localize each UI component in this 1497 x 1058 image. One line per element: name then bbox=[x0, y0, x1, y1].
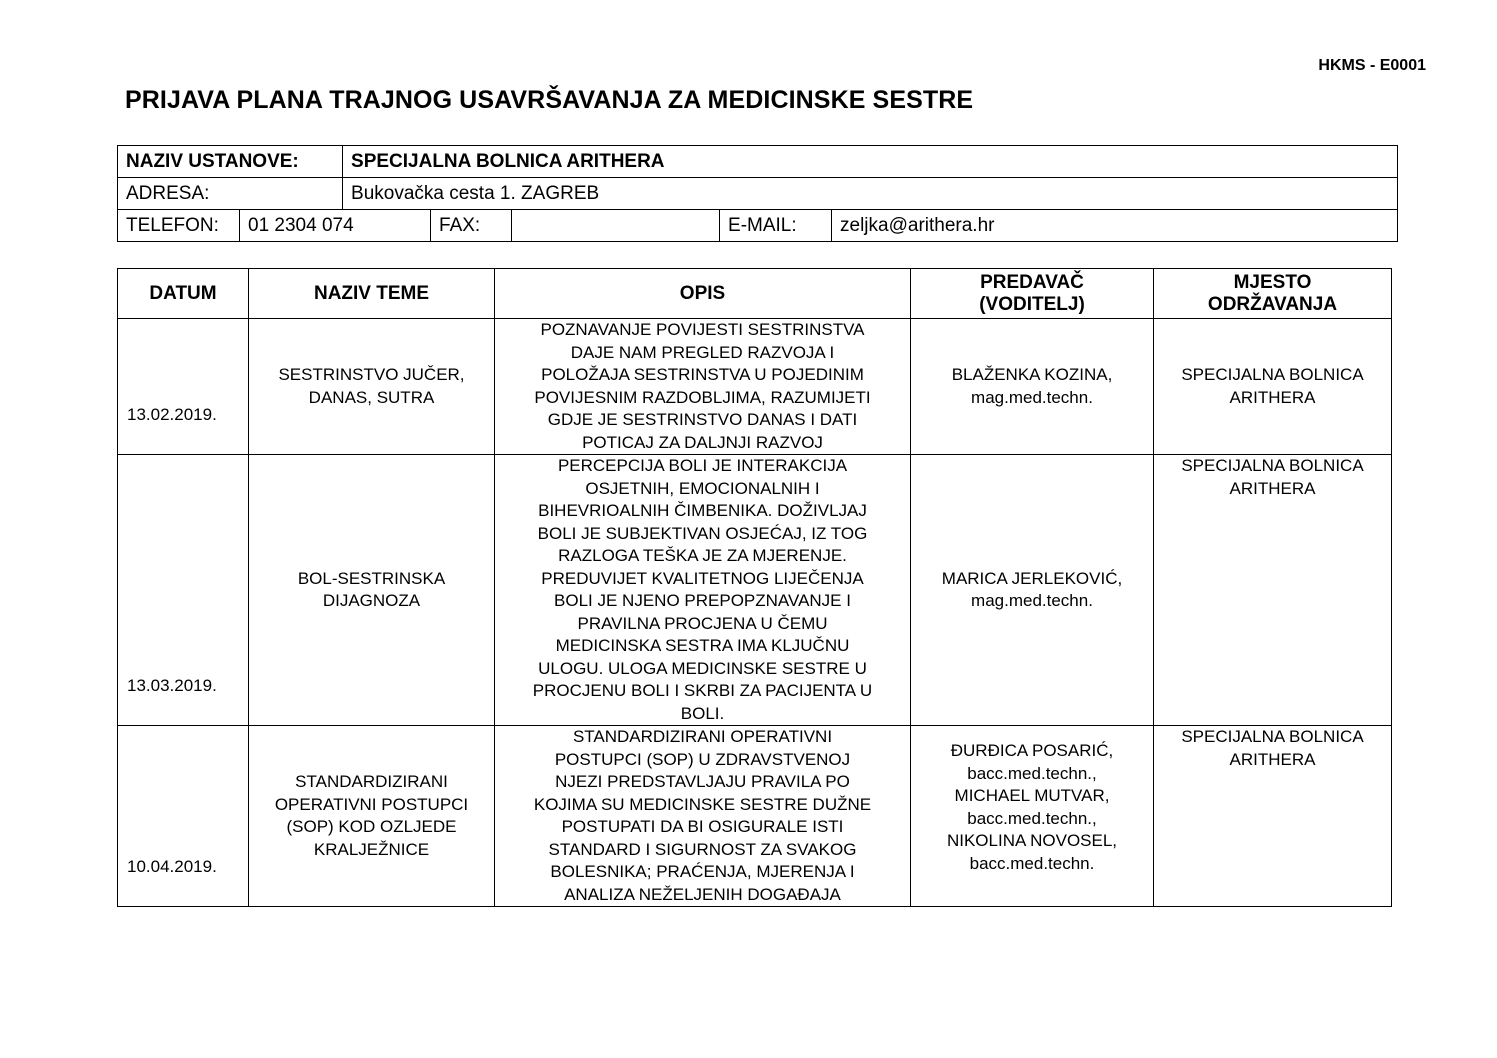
header-opis: OPIS bbox=[495, 269, 911, 319]
email-label: E-MAIL: bbox=[720, 210, 832, 242]
opis-line: POLOŽAJA SESTRINSTVA U POJEDINIM bbox=[541, 365, 864, 384]
mjesto-line: SPECIJALNA BOLNICA bbox=[1181, 727, 1364, 746]
cell-mjesto bbox=[1154, 455, 1392, 726]
opis-line: GDJE JE SESTRINSTVO DANAS I DATI bbox=[547, 410, 858, 429]
cell-datum: 13.02.2019. bbox=[118, 319, 249, 455]
info-row-contact bbox=[118, 210, 1398, 242]
adresa-value: Bukovačka cesta 1. ZAGREB bbox=[343, 178, 1398, 210]
header-mjesto-line2: ODRŽAVANJA bbox=[1207, 293, 1338, 315]
header-naziv-teme: NAZIV TEME bbox=[249, 269, 495, 319]
opis-line: PRAVILNA PROCJENA U ČEMU bbox=[577, 613, 828, 633]
opis-line: ULOGU. ULOGA MEDICINSKE SESTRE U bbox=[538, 658, 867, 678]
predavac-line: bacc.med.techn., bbox=[967, 808, 1097, 828]
cell-predavac bbox=[911, 726, 1154, 907]
cell-mjesto bbox=[1154, 319, 1392, 455]
opis-line: POSTUPCI (SOP) U ZDRAVSTVENOJ bbox=[554, 749, 851, 769]
info-row-adresa bbox=[118, 178, 1398, 210]
mjesto-line: SPECIJALNA BOLNICA bbox=[1181, 365, 1364, 384]
institution-info-table bbox=[117, 145, 1398, 242]
predavac-line: MARICA JERLEKOVIĆ, bbox=[941, 568, 1123, 588]
predavac-line: mag.med.techn. bbox=[971, 387, 1093, 407]
tema-line: DIJAGNOZA bbox=[322, 591, 421, 610]
header-mjesto bbox=[1154, 269, 1392, 319]
cell-opis bbox=[495, 726, 911, 907]
opis-line: ANALIZA NEŽELJENIH DOGAĐAJA bbox=[564, 884, 841, 904]
tema-line: DANAS, SUTRA bbox=[308, 387, 435, 407]
header-predavac-line2: (VODITELJ) bbox=[979, 293, 1085, 315]
cell-datum: 13.03.2019. bbox=[118, 455, 249, 726]
opis-line: BOLI JE NJENO PREPOPZNAVANJE I bbox=[554, 591, 851, 610]
opis-line: RAZLOGA TEŠKA JE ZA MJERENJE. bbox=[558, 546, 847, 565]
cell-opis bbox=[495, 455, 911, 726]
cell-opis bbox=[495, 319, 911, 455]
education-plan-table bbox=[117, 268, 1392, 907]
predavac-line: bacc.med.techn. bbox=[969, 853, 1095, 873]
tema-line: (SOP) KOD OZLJEDE bbox=[286, 817, 457, 836]
predavac-line: bacc.med.techn., bbox=[967, 763, 1097, 783]
opis-line: STANDARD I SIGURNOST ZA SVAKOG bbox=[548, 839, 857, 859]
predavac-line: NIKOLINA NOVOSEL, bbox=[946, 831, 1118, 850]
opis-line: STANDARDIZIRANI OPERATIVNI bbox=[572, 727, 833, 746]
cell-naziv-teme bbox=[249, 319, 495, 455]
opis-line: DAJE NAM PREGLED RAZVOJA I bbox=[570, 342, 835, 362]
header-mjesto-line1: MJESTO bbox=[1233, 271, 1312, 293]
cell-naziv-teme bbox=[249, 726, 495, 907]
opis-line: KOJIMA SU MEDICINSKE SESTRE DUŽNE bbox=[533, 794, 872, 814]
tema-line: STANDARDIZIRANI bbox=[295, 772, 448, 791]
opis-line: NJEZI PREDSTAVLJAJU PRAVILA PO bbox=[555, 772, 850, 791]
tema-line: KRALJEŽNICE bbox=[313, 839, 430, 859]
table-row bbox=[118, 726, 1392, 907]
naziv-value: SPECIJALNA BOLNICA ARITHERA bbox=[343, 146, 1398, 178]
header-predavac-line1: PREDAVAČ bbox=[980, 271, 1084, 293]
naziv-label: NAZIV USTANOVE: bbox=[118, 146, 343, 178]
predavac-line: MICHAEL MUTVAR, bbox=[954, 786, 1110, 805]
email-value: zeljka@arithera.hr bbox=[832, 210, 1398, 242]
telefon-label: TELEFON: bbox=[118, 210, 240, 242]
fax-value bbox=[512, 210, 720, 242]
info-row-naziv bbox=[118, 146, 1398, 178]
mjesto-line: SPECIJALNA BOLNICA bbox=[1181, 456, 1364, 475]
mjesto-line: ARITHERA bbox=[1229, 387, 1316, 407]
page-title: PRIJAVA PLANA TRAJNOG USAVRŠAVANJA ZA MEDICINSKE SESTRE bbox=[125, 86, 974, 114]
table-row bbox=[118, 455, 1392, 726]
opis-line: PERCEPCIJA BOLI JE INTERAKCIJA bbox=[557, 456, 848, 475]
opis-line: PREDUVIJET KVALITETNOG LIJEČENJA bbox=[541, 568, 864, 588]
cell-datum: 10.04.2019. bbox=[118, 726, 249, 907]
predavac-line: ĐURĐICA POSARIĆ, bbox=[950, 741, 1114, 760]
mjesto-line: ARITHERA bbox=[1229, 478, 1316, 498]
telefon-value: 01 2304 074 bbox=[240, 210, 431, 242]
fax-label: FAX: bbox=[431, 210, 512, 242]
opis-line: POVIJESNIM RAZDOBLJIMA, RAZUMIJETI bbox=[534, 387, 871, 407]
predavac-line: mag.med.techn. bbox=[971, 591, 1093, 610]
tema-line: BOL-SESTRINSKA bbox=[297, 568, 446, 588]
tema-line: SESTRINSTVO JUČER, bbox=[278, 365, 465, 384]
cell-naziv-teme bbox=[249, 455, 495, 726]
opis-line: MEDICINSKA SESTRA IMA KLJUČNU bbox=[555, 636, 850, 655]
opis-line: BOLI. bbox=[680, 703, 725, 723]
adresa-label: ADRESA: bbox=[118, 178, 343, 210]
table-header-row bbox=[118, 269, 1392, 319]
opis-line: OSJETNIH, EMOCIONALNIH I bbox=[585, 478, 820, 498]
opis-line: POTICAJ ZA DALJNJI RAZVOJ bbox=[582, 432, 823, 452]
cell-predavac bbox=[911, 455, 1154, 726]
table-row bbox=[118, 319, 1392, 455]
opis-line: POSTUPATI DA BI OSIGURALE ISTI bbox=[561, 817, 844, 836]
mjesto-line: ARITHERA bbox=[1229, 749, 1316, 769]
opis-line: BOLI JE SUBJEKTIVAN OSJEĆAJ, IZ TOG bbox=[537, 523, 868, 543]
opis-line: BIHEVRIOALNIH ČIMBENIKA. DOŽIVLJAJ bbox=[538, 501, 867, 520]
header-predavac bbox=[911, 269, 1154, 319]
opis-line: POZNAVANJE POVIJESTI SESTRINSTVA bbox=[540, 320, 865, 339]
header-datum: DATUM bbox=[118, 269, 249, 319]
cell-predavac bbox=[911, 319, 1154, 455]
cell-mjesto bbox=[1154, 726, 1392, 907]
opis-line: PROCJENU BOLI I SKRBI ZA PACIJENTA U bbox=[532, 681, 873, 700]
opis-line: BOLESNIKA; PRAĆENJA, MJERENJA I bbox=[550, 862, 855, 881]
tema-line: OPERATIVNI POSTUPCI bbox=[274, 794, 469, 814]
form-code: HKMS - E0001 bbox=[1318, 57, 1426, 74]
predavac-line: BLAŽENKA KOZINA, bbox=[951, 365, 1113, 384]
